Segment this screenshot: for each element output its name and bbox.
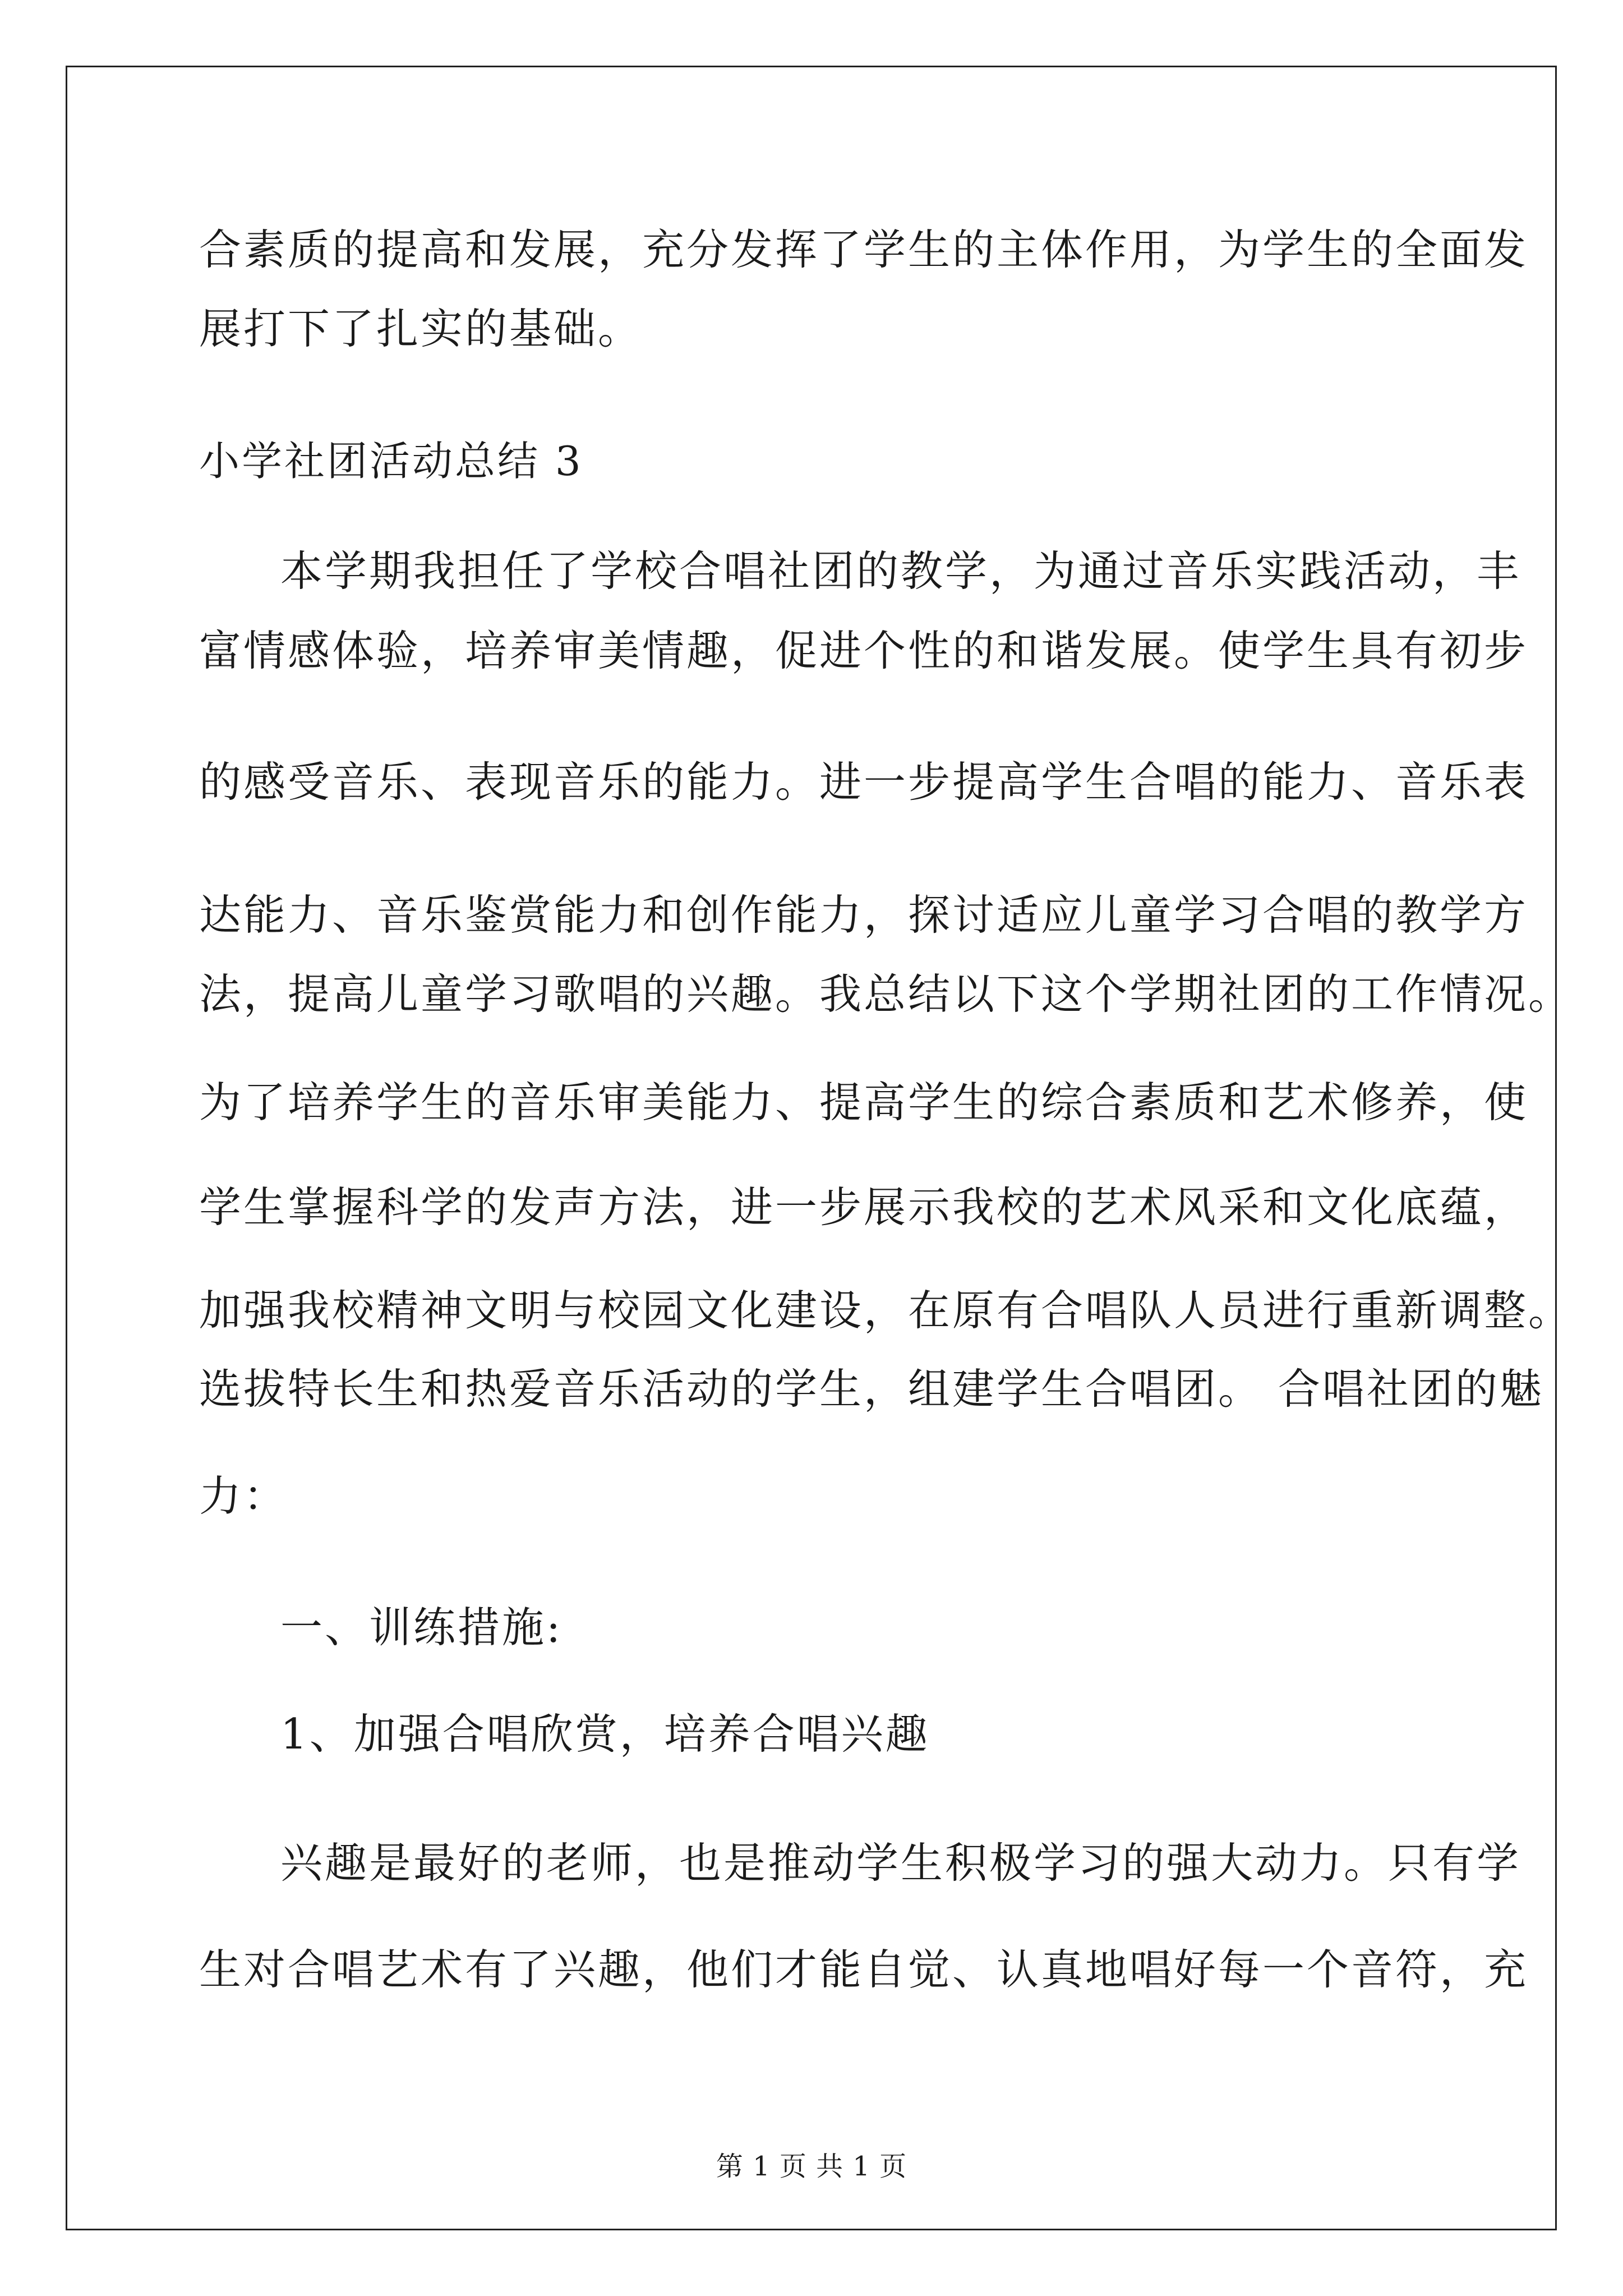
paragraph-line: 力： bbox=[199, 1471, 288, 1521]
paragraph-line: 生对合唱艺术有了兴趣，他们才能自觉、认真地唱好每一个音符，充 bbox=[199, 1945, 1529, 1994]
page-footer: 第 1 页 共 1 页 bbox=[716, 2151, 907, 2182]
section-heading: 小学社团活动总结 3 bbox=[199, 438, 583, 485]
paragraph-line: 本学期我担任了学校合唱社团的教学，为通过音乐实践活动，丰 bbox=[280, 546, 1521, 596]
paragraph-line: 法，提高儿童学习歌唱的兴趣。我总结以下这个学期社团的工作情况。 bbox=[199, 969, 1573, 1019]
paragraph-line: 展打下了扎实的基础。 bbox=[199, 304, 643, 353]
paragraph-line: 富情感体验，培养审美情趣，促进个性的和谐发展。使学生具有初步 bbox=[199, 626, 1529, 675]
paragraph-line: 达能力、音乐鉴赏能力和创作能力，探讨适应儿童学习合唱的教学方 bbox=[199, 890, 1529, 940]
paragraph-line: 合素质的提高和发展，充分发挥了学生的主体作用，为学生的全面发 bbox=[199, 225, 1529, 274]
paragraph-line: 学生掌握科学的发声方法，进一步展示我校的艺术风采和文化底蕴， bbox=[199, 1182, 1529, 1232]
paragraph-line: 为了培养学生的音乐审美能力、提高学生的综合素质和艺术修养，使 bbox=[199, 1078, 1529, 1127]
paragraph-line: 兴趣是最好的老师，也是推动学生积极学习的强大动力。只有学 bbox=[280, 1838, 1521, 1888]
page-border bbox=[66, 66, 1557, 2230]
paragraph-line: 的感受音乐、表现音乐的能力。进一步提高学生合唱的能力、音乐表 bbox=[199, 757, 1529, 807]
list-heading: 一、训练措施: bbox=[280, 1603, 563, 1652]
paragraph-line: 加强我校精神文明与校园文化建设，在原有合唱队人员进行重新调整。 bbox=[199, 1286, 1573, 1335]
paragraph-line: 选拔特长生和热爱音乐活动的学生，组建学生合唱团。 合唱社团的魅 bbox=[199, 1364, 1544, 1414]
list-item: 1、加强合唱欣赏，培养合唱兴趣 bbox=[280, 1709, 930, 1759]
